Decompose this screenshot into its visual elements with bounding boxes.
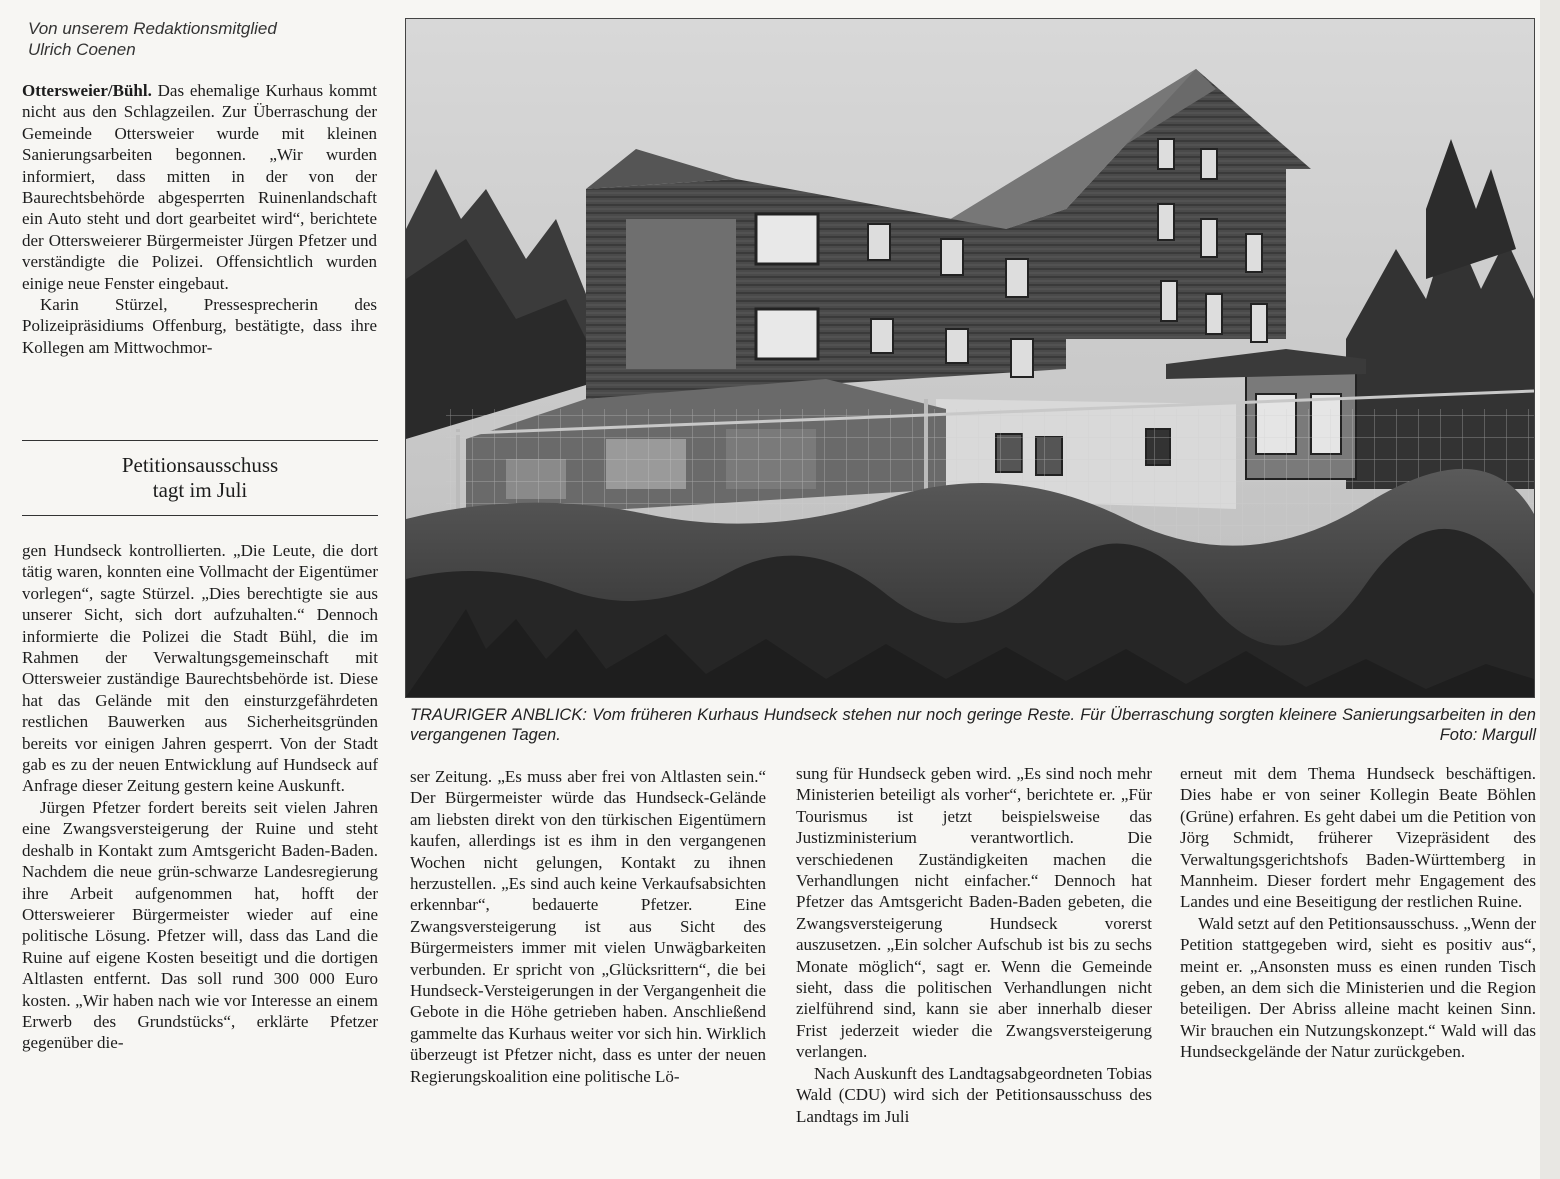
article-paragraph: Jürgen Pfetzer fordert bereits seit vielen Jahren eine Zwangsversteigerung der Ruine und steht deshalb in Kontakt zum Amtsgericht Baden-Baden. Nachdem die neue grün-schwarze Landesregierung ihre Arbeit aufgenommen hat, hofft der Ottersweierer Bürgermeister wieder auf eine politische Lösung. Pfetzer will, dass das Land die Ruine auf eigene Kosten beseitigt und die dortigen Altlasten entfernt. Das soll rund 300 000 Euro kosten. „Wir haben nach wie vor Interesse an einem Erwerb des Grundstücks“, erklärte Pfetzer gegenüber die- bbox=[22, 797, 378, 1053]
article-column-2 bbox=[410, 766, 766, 1087]
photo-caption bbox=[410, 705, 1536, 745]
article-column-1-top bbox=[22, 80, 377, 358]
dateline: Ottersweier/Bühl. bbox=[22, 81, 152, 100]
page-edge bbox=[1540, 0, 1560, 1179]
article-paragraph: Karin Stürzel, Pressesprecherin des Polizeipräsidiums Offenburg, bestätigte, dass ihre Kollegen am Mittwochmor- bbox=[22, 295, 377, 357]
news-photo bbox=[405, 18, 1535, 698]
article-paragraph: sung für Hundseck geben wird. „Es sind noch mehr Ministerien beteiligt als vorher“, berichtete er. „Für Tourismus ist jetzt beispielsweise das Justizministerium verantwortlich. Die verschiedenen Zuständigkeiten machen die Verhandlungen nicht einfacher.“ Dennoch hat Pfetzer das Amtsgericht Baden-Baden gebeten, die Zwangsversteigerung Hundseck vorerst auszusetzen. „Ein solcher Aufschub ist bis zu sechs Monate möglich“, sagt er. Wenn die Gemeinde sieht, dass die politischen Verhandlungen nicht zielführend sind, kann sie aber innerhalb dieser Frist jederzeit wieder die Zwangsversteigerung verlangen. bbox=[796, 764, 1152, 1062]
subheadline-line-2: tagt im Juli bbox=[152, 478, 248, 502]
article-column-4 bbox=[1180, 763, 1536, 1063]
byline-author: Ulrich Coenen bbox=[28, 40, 136, 59]
article-paragraph: ser Zeitung. „Es muss aber frei von Altlasten sein.“ Der Bürgermeister würde das Hundseck-Gelände am liebsten direkt von den türkischen Eigentümern kaufen, allerdings ist es ihm in den vergangenen Wochen nicht gelungen, Kontakt zu ihnen herzustellen. „Es sind auch keine Verkaufsabsichten erkennbar“, bedauerte Pfetzer. Eine Zwangsversteigerung ist aus Sicht des Bürgermeisters immer mit vielen Unwägbarkeiten verbunden. Er spricht von „Glücksrittern“, die bei Hundseck-Versteigerungen in der Vergangenheit die Gebote in die Höhe getrieben haben. Anschließend gammelte das Kurhaus weiter vor sich hin. Wirklich überzeugt ist Pfetzer nicht, dass es unter der neuen Regierungskoalition eine politische Lö- bbox=[410, 767, 766, 1086]
subheadline-box bbox=[22, 440, 378, 516]
article-paragraph: erneut mit dem Thema Hundseck beschäftigen. Dies habe er von seiner Kollegin Beate Böhlen (Grüne) erfahren. Es geht dabei um die Petition von Jörg Schmidt, früherer Vizepräsident des Verwaltungsgerichtshofs Baden-Württemberg in Mannheim. Dieser fordert mehr Engagement des Landes und eine Beseitigung der restlichen Ruine. bbox=[1180, 764, 1536, 912]
article-column-1-bottom bbox=[22, 540, 378, 1054]
byline bbox=[28, 18, 378, 60]
article-text: Das ehemalige Kurhaus kommt nicht aus den Schlagzeilen. Zur Überraschung der Gemeinde Ottersweier wurde mit kleinen Sanierungsarbeiten begonnen. „Wir wurden informiert, dass mitten in der von der Baurechtsbehörde abgesperrten Ruinenlandschaft ein Auto steht und dort gearbeitet wird“, berichtete der Ottersweierer Bürgermeister Jürgen Pfetzer und verständigte die Polizei. Offensichtlich wurden einige neue Fenster eingebaut. bbox=[22, 81, 378, 293]
article-column-3 bbox=[796, 763, 1152, 1127]
caption-lead: TRAURIGER ANBLICK: bbox=[410, 706, 587, 724]
subheadline-line-1: Petitionsausschuss bbox=[121, 453, 279, 477]
caption-body bbox=[410, 705, 1536, 745]
article-paragraph: Wald setzt auf den Petitionsausschuss. „Wenn der Petition stattgegeben wird, sieht es positiv aus“, meint er. „Ansonsten muss es einen runden Tisch geben, an dem sich die Ministerien und die Region beteiligen. Der Abriss alleine macht keinen Sinn. Wir brauchen ein Nutzungskonzept.“ Wald will das Hundseckgelände der Natur zurückgeben. bbox=[1180, 913, 1536, 1062]
photo-credit: Foto: Margull bbox=[1439, 726, 1536, 744]
article-paragraph bbox=[22, 80, 377, 294]
caption-text: Vom früheren Kurhaus Hundseck stehen nur noch geringe Reste. Für Überraschung sorgten kleinere Sanierungsarbeiten in den vergangenen Tagen. bbox=[410, 706, 1536, 744]
article-paragraph: gen Hundseck kontrollierten. „Die Leute, die dort tätig waren, konnten eine Vollmacht der Eigentümer vorlegen“, sagte Stürzel. „Dies berechtigte sie aus unserer Sicht, sich dort aufzuhalten.“ Dennoch informierte die Polizei die Stadt Bühl, die im Rahmen der Verwaltungsgemeinschaft mit Ottersweier zuständige Baurechtsbehörde ist. Diese hat das Gelände mit den einsturzgefährdeten restlichen Bauwerken aus Sicherheitsgründen bereits vor einigen Jahren gesperrt. Von der Stadt gab es zu der neuen Entwicklung auf Hundseck auf Anfrage dieser Zeitung gestern keine Auskunft. bbox=[22, 541, 378, 796]
building-ruin-illustration bbox=[406, 19, 1534, 697]
byline-line-1: Von unserem Redaktionsmitglied bbox=[28, 19, 277, 38]
article-paragraph: Nach Auskunft des Landtagsabgeordneten Tobias Wald (CDU) wird sich der Petitionsausschuss des Landtags im Juli bbox=[796, 1063, 1152, 1126]
